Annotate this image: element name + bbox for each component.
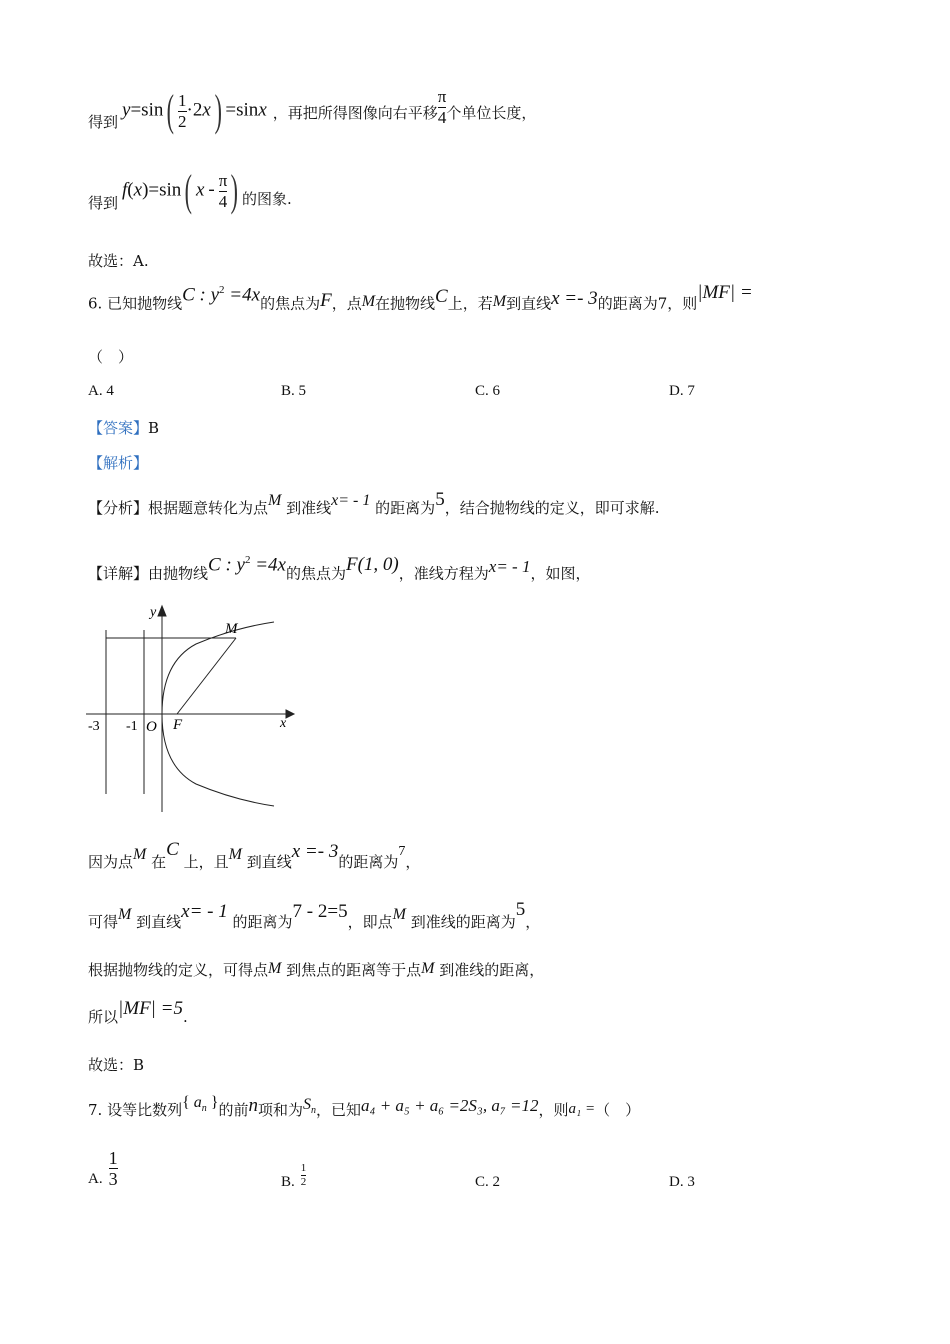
option-c: C. 6 [475,383,501,399]
option-a: A. 4 [88,383,114,399]
math-line: x =- 3 [551,288,598,310]
choice-line-q6: 故选：B [88,1056,145,1074]
q7-option-d: D. 3 [669,1174,695,1190]
analysis-line: 【分析】根据题意转化为点M 到准线x= - 1 的距离为5，结合抛物线的定义，即可求解. [88,489,660,517]
solution-line-1 [88,86,536,136]
math-formula: y=sin( $\frac{1}{2}$ ·2x) =sinx [122,86,267,135]
label-neg3: -3 [88,719,100,734]
text-lead: 得到 [88,113,119,131]
option-b: B. 5 [281,383,307,399]
math-parabola: C : $y^2 =4x$ [182,284,261,306]
label-M: M [225,621,238,637]
parabola-figure [84,600,304,820]
question-6-blank: （ ） [88,348,134,366]
q7-option-b: B. $\frac{1}{2}$ [281,1162,307,1190]
q7-option-a: A. $\frac{1}{3}$ [88,1148,118,1189]
math-M: M [361,293,376,311]
left-paren: ( [184,166,193,215]
text-lead: 得到 [88,194,119,212]
shift-fraction: $\frac{\pi}{4}$ [437,86,447,127]
text-tail: 个单位长度， [446,104,537,122]
question-7: 7. 设等比数列{ $a_n$ }的前n项和为$S_n$，已知a₄ + a₅ + a₆ =2S₃, a₇ =12，则a₁ =（ ） [88,1094,641,1119]
solution-step-2: 可得M 到直线x= - 1 的距离为7 - 2=5，即点M 到准线的距离为5， [88,899,541,931]
text-tail: 的图象. [241,190,292,208]
math-condition: a₄ + a₅ + a₆ =2S₃, a₇ =12 [361,1096,539,1115]
x-axis-arrow [286,710,294,718]
question-6: 6. 已知抛物线C : $y^2 =4x$的焦点为F，点M在抛物线C上，若M到直线x =- 3的距离为7，则|MF| = [88,288,753,314]
detail-line: 【详解】由抛物线C : $y^2 =4x$的焦点为F(1, 0)，准线方程为x= - 1，如图， [88,554,591,583]
answer-tag: 【答案】 [88,419,149,437]
math-M: M [492,293,507,311]
label-neg1: -1 [126,719,138,734]
segment-MF [177,638,236,714]
label-F: F [173,717,183,733]
math-F: F [320,290,332,312]
option-d: D. 7 [669,383,695,399]
text-mid: ，再把所得图像向右平移 [272,104,438,122]
math-MF: |MF| = [697,282,753,304]
solution-step-3: 根据抛物线的定义，可得点M 到焦点的距离等于点M 到准线的距离， [88,960,545,979]
solution-line-2 [88,166,292,216]
answer-line: 【答案】B [88,419,160,437]
right-paren: ) [214,86,222,135]
solution-step-4: 所以|MF| =5. [88,998,188,1026]
sequence-an: { $a_n$ } [182,1094,219,1115]
label-O: O [146,719,157,735]
choice-line: 故选：A. [88,252,149,270]
fraction: $\frac{1}{2}$ [178,90,187,131]
math-formula: f(x)=sin( x - $\frac{\pi}{4}$ ) [122,166,239,215]
left-paren: ( [167,86,175,135]
label-y: y [150,605,157,620]
label-x: x [280,716,287,731]
y-axis-arrow [158,606,166,616]
right-paren: ) [230,166,239,215]
math-C: C [435,286,448,308]
q7-option-c: C. 2 [475,1174,501,1190]
analysis-tag: 【解析】 [88,454,149,472]
fraction: $\frac{\pi}{4}$ [218,170,228,211]
solution-step-1: 因为点M 在C 上，且M 到直线x =- 3的距离为7， [88,839,421,871]
